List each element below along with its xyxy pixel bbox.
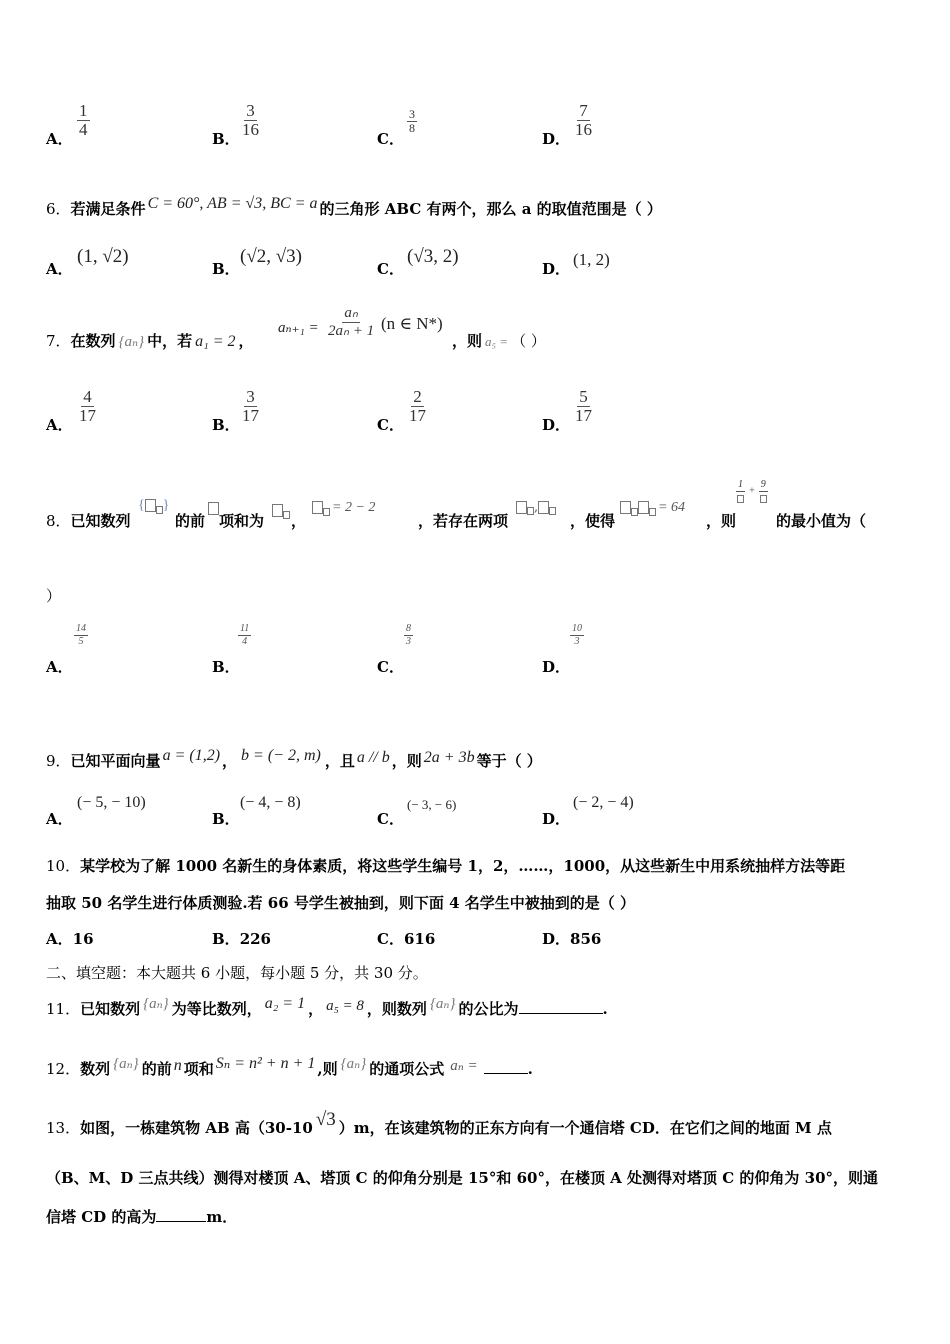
- q5-option-c: C．: [377, 130, 404, 148]
- section-2-title: 二、填空题：本大题共 6 小题，每小题 5 分，共 30 分。: [46, 964, 428, 982]
- q5-option-a-fraction: $\frac{1}{4}$: [79, 101, 88, 139]
- q7-tail: ，则 a₅ = （ ）: [452, 332, 546, 350]
- q6-option-c-value: (√3, 2): [407, 246, 459, 267]
- q5-option-c-fraction: $\frac{3}{8}$: [409, 107, 415, 135]
- q8-option-d: D．: [542, 658, 571, 676]
- question-10-line-1: 10．某学校为了解 1000 名新生的身体素质，将这些学生编号 1，2，……，1000，从这些新生中用系统抽样方法等距: [46, 857, 846, 875]
- q7-option-c-fraction: $\frac{2}{17}$: [409, 387, 426, 425]
- q7-option-a: A．: [46, 416, 73, 434]
- q6-option-d-value: (1, 2): [573, 250, 610, 269]
- q8-option-c: C．: [377, 658, 404, 676]
- q13-answer-blank[interactable]: [156, 1207, 206, 1222]
- q8-text-6: ，使得: [570, 512, 616, 530]
- q8-product-equation: = 64: [620, 500, 687, 516]
- q6-option-c: C．: [377, 260, 404, 278]
- q8-option-a-fraction: $\frac{14}{5}$: [76, 623, 86, 647]
- q9-option-b-value: (− 4, − 8): [240, 794, 301, 811]
- q8-target-expression: 1 + 9: [735, 480, 769, 503]
- question-10-line-2: 抽取 50 名学生进行体质测验.若 66 号学生被抽到，则下面 4 名学生中被抽到的是（ ）: [46, 894, 635, 912]
- q6-option-a-value: (1, √2): [77, 246, 129, 267]
- question-12: 12．数列 {aₙ} 的前 n 项和 Sₙ = n² + n + 1 ,则 {aₙ} 的通项公式 aₙ = .: [46, 1055, 533, 1078]
- q8-sequence-glyph: { }: [138, 498, 170, 513]
- question-11: 11．已知数列 {aₙ} 为等比数列， a₂ = 1 ， a₅ = 8 ，则数列 {aₙ} 的公比为 .: [46, 995, 608, 1018]
- q8-close-paren: ）: [46, 587, 62, 605]
- q10-option-d: D．856: [542, 930, 602, 948]
- q6-option-d: D．: [542, 260, 571, 278]
- q7-option-c: C．: [377, 416, 404, 434]
- q9-option-d-value: (− 2, − 4): [573, 794, 634, 811]
- q6-option-a: A．: [46, 260, 73, 278]
- q12-answer-blank[interactable]: [484, 1059, 528, 1074]
- q6-option-b-value: (√2, √3): [240, 246, 303, 267]
- q8-text-5: ，若存在两项: [418, 512, 509, 530]
- q8-option-b-fraction: $\frac{11}{4}$: [240, 623, 250, 647]
- q5-option-d: D．: [542, 130, 571, 148]
- q5-option-b-fraction: $\frac{3}{16}$: [242, 101, 259, 139]
- q7-option-d-fraction: $\frac{5}{17}$: [575, 387, 592, 425]
- q8-equation: = 2 − 2: [312, 500, 377, 516]
- q8-option-a: A．: [46, 658, 73, 676]
- q8-text-3: 项和为: [219, 512, 265, 530]
- question-13-line-3: 信塔 CD 的高为 m．: [46, 1208, 238, 1226]
- q5-option-a: A．: [46, 130, 73, 148]
- q9-option-d: D．: [542, 810, 571, 828]
- q8-option-b: B．: [212, 658, 240, 676]
- q7-option-d: D．: [542, 416, 571, 434]
- q8-text-8: 的最小值为（: [776, 512, 867, 530]
- q10-option-c: C．616: [377, 930, 436, 948]
- q6-option-b: B．: [212, 260, 240, 278]
- q10-option-b: B．226: [212, 930, 271, 948]
- q7-option-b: B．: [212, 416, 240, 434]
- q8-text-7: ，则: [706, 512, 737, 530]
- question-13-line-1: 13．如图，一栋建筑物 AB 高（30-10 √3 ）m，在该建筑物的正东方向有一个通信塔 CD．在它们之间的地面 M 点: [46, 1109, 832, 1137]
- question-7: 7．在数列 {aₙ} 中，若 a₁ = 2 ，: [46, 332, 254, 350]
- q5-option-d-fraction: $\frac{7}{16}$: [575, 101, 592, 139]
- q8-sn-glyph: [272, 500, 290, 519]
- q5-option-b: B．: [212, 130, 240, 148]
- q9-option-b: B．: [212, 810, 240, 828]
- q8-option-d-fraction: $\frac{10}{3}$: [572, 623, 582, 647]
- q9-option-c: C．: [377, 810, 404, 828]
- q11-answer-blank[interactable]: [519, 999, 603, 1014]
- question-9: 9．已知平面向量 a = (1,2) ， b = (− 2, m) ，且 a // b ，则 2a + 3b 等于（ ）: [46, 747, 542, 770]
- question-8: 8．已知数列: [46, 512, 131, 530]
- q8-option-c-fraction: $\frac{8}{3}$: [406, 623, 411, 647]
- question-6: 6．若满足条件 C = 60°, AB = √3, BC = a 的三角形 ABC 有两个，那么 a 的取值范围是（ ）: [46, 195, 662, 218]
- q7-lhs: aₙ₊₁ =: [278, 320, 319, 336]
- q9-option-a: A．: [46, 810, 73, 828]
- q7-recurrence-fraction: $\frac{\text{aₙ}}{\text{2aₙ + 1}}$: [328, 305, 375, 339]
- q9-option-c-value: (− 3, − 6): [407, 797, 457, 812]
- q7-option-a-fraction: $\frac{4}{17}$: [79, 387, 96, 425]
- q8-text-4: ，: [291, 512, 307, 530]
- q8-n-glyph: [208, 498, 219, 517]
- q7-condition: (n ∈ N*): [381, 314, 443, 333]
- q8-text-2: 的前: [175, 512, 206, 530]
- question-13-line-2: （B、M、D 三点共线）测得对楼顶 A、塔顶 C 的仰角分别是 15°和 60°，在楼顶 A 处测得对塔顶 C 的仰角为 30°，则通: [46, 1169, 879, 1187]
- q10-option-a: A．16: [46, 930, 94, 948]
- q8-two-terms-glyph: ,: [516, 500, 556, 515]
- q9-option-a-value: (− 5, − 10): [77, 794, 146, 811]
- q7-option-b-fraction: $\frac{3}{17}$: [242, 387, 259, 425]
